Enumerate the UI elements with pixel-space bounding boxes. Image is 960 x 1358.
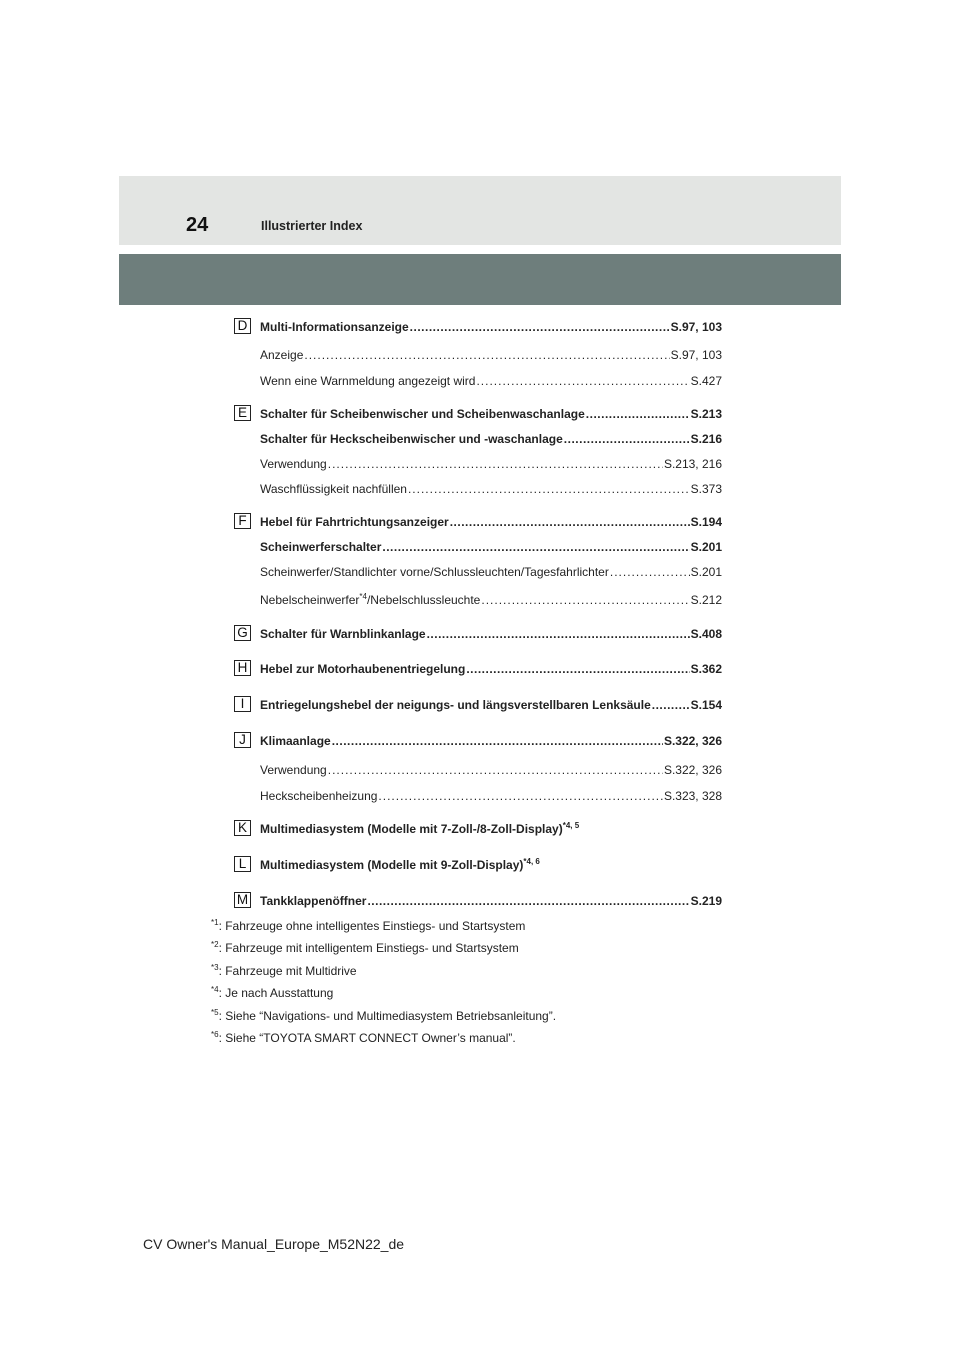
index-entry[interactable] (260, 482, 722, 496)
leader-dots (450, 515, 690, 529)
entry-label-pre: Nebelscheinwerfer (260, 593, 360, 607)
index-entry[interactable] (260, 320, 722, 334)
entry-label: Hebel für Fahrtrichtungsanzeiger (260, 515, 449, 529)
leader-dots (652, 698, 690, 712)
footnote-ref: *4, 5 (562, 821, 580, 830)
footnote-mark: *3 (211, 963, 219, 972)
footnote-text: : Fahrzeuge ohne intelligentes Einstiegs- und Startsystem (218, 919, 526, 933)
section-badge-k: K (234, 820, 251, 836)
entry-page: S.408 (690, 627, 722, 641)
entry-label-text: Multimediasystem (Modelle mit 9-Zoll-Display) (260, 858, 524, 872)
section-badge-i: I (234, 696, 251, 712)
entry-label (260, 858, 540, 872)
index-entry[interactable] (260, 457, 722, 471)
leader-dots (328, 763, 663, 777)
entry-page: S.323, 328 (663, 789, 722, 803)
section-badge-m: M (234, 892, 251, 908)
footnote-text: : Siehe “Navigations- und Multimediasystem Betriebsanleitung”. (218, 1009, 557, 1023)
document-footer: CV Owner's Manual_Europe_M52N22_de (143, 1236, 405, 1252)
header-bar (119, 254, 841, 305)
entry-label: Multi-Informationsanzeige (260, 320, 409, 334)
entry-label: Verwendung (260, 457, 327, 471)
leader-dots (378, 789, 663, 803)
footnote (211, 986, 333, 1000)
footnote-text: : Siehe “TOYOTA SMART CONNECT Owner’s manual”. (218, 1031, 516, 1045)
entry-label: Schalter für Scheibenwischer und Scheibenwaschanlage (260, 407, 585, 421)
footnote-text: : Fahrzeuge mit intelligentem Einstiegs- und Startsystem (218, 941, 519, 955)
entry-page: S.373 (690, 482, 722, 496)
entry-label: Schalter für Heckscheibenwischer und -waschanlage (260, 432, 563, 446)
entry-page: S.97, 103 (670, 348, 722, 362)
entry-page: S.201 (690, 565, 722, 579)
section-badge-f: F (234, 513, 251, 529)
index-entry[interactable] (260, 515, 722, 529)
footnote-text: : Je nach Ausstattung (218, 986, 334, 1000)
entry-page: S.427 (690, 374, 722, 388)
entry-page: S.212 (690, 593, 722, 607)
section-badge-h: H (234, 660, 251, 676)
index-entry[interactable] (260, 407, 722, 421)
index-entry[interactable] (260, 374, 722, 388)
entry-label: Schalter für Warnblinkanlage (260, 627, 426, 641)
index-entry[interactable] (260, 894, 722, 908)
entry-label: Scheinwerferschalter (260, 540, 382, 554)
index-entry[interactable] (260, 432, 722, 446)
section-badge-g: G (234, 625, 251, 641)
entry-label (260, 822, 579, 836)
entry-page: S.213 (690, 407, 722, 421)
leader-dots (382, 540, 689, 554)
leader-dots (410, 320, 670, 334)
entry-label: Entriegelungshebel der neigungs- und längsverstellbaren Lenksäule (260, 698, 651, 712)
section-badge-e: E (234, 405, 251, 421)
entry-page: S.219 (690, 894, 722, 908)
entry-label-text: Multimediasystem (Modelle mit 7-Zoll-/8-Zoll-Display) (260, 822, 563, 836)
index-entry[interactable] (260, 789, 722, 803)
footnote-mark: *2 (211, 940, 219, 949)
entry-page: S.213, 216 (663, 457, 722, 471)
index-entry[interactable] (260, 662, 722, 676)
index-entry[interactable] (260, 822, 722, 836)
footnote-mark: *5 (211, 1008, 219, 1017)
section-badge-d: D (234, 318, 251, 334)
footnote (211, 941, 519, 955)
footnote (211, 1031, 516, 1045)
entry-page: S.216 (690, 432, 722, 446)
footnote-mark: *4 (211, 985, 219, 994)
footnote-ref: *4, 6 (523, 857, 540, 866)
index-entry[interactable] (260, 734, 722, 748)
entry-label: Anzeige (260, 348, 304, 362)
entry-label (260, 593, 480, 607)
entry-page: S.194 (690, 515, 722, 529)
index-entry[interactable] (260, 593, 722, 607)
index-entry[interactable] (260, 565, 722, 579)
index-entry[interactable] (260, 763, 722, 777)
entry-label-post: /Nebelschlussleuchte (366, 593, 481, 607)
leader-dots (586, 407, 690, 421)
entry-page: S.154 (690, 698, 722, 712)
entry-label: Wenn eine Warnmeldung angezeigt wird (260, 374, 476, 388)
index-entry[interactable] (260, 348, 722, 362)
leader-dots (466, 662, 689, 676)
section-badge-j: J (234, 732, 251, 748)
footnote-text: : Fahrzeuge mit Multidrive (218, 964, 357, 978)
entry-label: Heckscheibenheizung (260, 789, 378, 803)
entry-label: Verwendung (260, 763, 327, 777)
footnote (211, 919, 525, 933)
entry-label: Hebel zur Motorhaubenentriegelung (260, 662, 466, 676)
section-title: Illustrierter Index (261, 219, 363, 233)
entry-page: S.362 (690, 662, 722, 676)
section-badge-l: L (234, 856, 251, 872)
index-entry[interactable] (260, 698, 722, 712)
index-entry[interactable] (260, 540, 722, 554)
index-entry[interactable] (260, 627, 722, 641)
leader-dots (476, 374, 689, 388)
leader-dots (481, 593, 689, 607)
entry-page: S.322, 326 (663, 734, 722, 748)
footnote-mark: *6 (211, 1030, 219, 1039)
leader-dots (304, 348, 669, 362)
entry-label: Tankklappenöffner (260, 894, 367, 908)
leader-dots (610, 565, 690, 579)
leader-dots (564, 432, 690, 446)
footnote (211, 964, 357, 978)
entry-label: Klimaanlage (260, 734, 331, 748)
entry-page: S.97, 103 (670, 320, 722, 334)
page-number: 24 (186, 214, 209, 236)
leader-dots (367, 894, 689, 908)
entry-label: Scheinwerfer/Standlichter vorne/Schlussleuchten/Tagesfahrlichter (260, 565, 609, 579)
index-entry[interactable] (260, 858, 722, 872)
leader-dots (408, 482, 690, 496)
leader-dots (427, 627, 690, 641)
footnote-ref: *4 (359, 592, 367, 601)
entry-page: S.322, 326 (663, 763, 722, 777)
entry-page: S.201 (690, 540, 722, 554)
leader-dots (332, 734, 663, 748)
header-band (119, 176, 841, 245)
footnote (211, 1009, 556, 1023)
entry-label: Waschflüssigkeit nachfüllen (260, 482, 407, 496)
leader-dots (328, 457, 663, 471)
footnote-mark: *1 (211, 918, 219, 927)
